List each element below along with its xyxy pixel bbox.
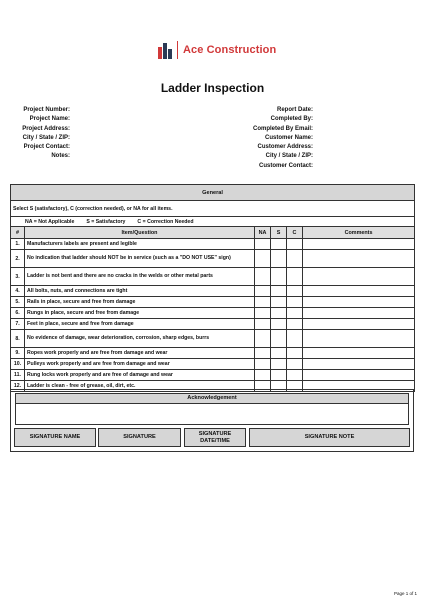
comments-cell[interactable]	[303, 250, 415, 268]
signature-datetime-field[interactable]	[184, 428, 246, 447]
checklist-row	[11, 319, 415, 330]
c-checkbox[interactable]	[287, 370, 303, 381]
page-number: Page 1 of 1	[393, 591, 417, 596]
item-number: 9.	[11, 348, 25, 359]
comments-cell[interactable]	[303, 348, 415, 359]
c-checkbox[interactable]	[287, 359, 303, 370]
acknowledgement-heading: Acknowledgement	[15, 393, 409, 404]
comments-cell[interactable]	[303, 286, 415, 297]
col-header-na: NA	[255, 227, 271, 239]
item-question: Ropes work properly and are free from damage and wear	[25, 348, 255, 359]
comments-cell[interactable]	[303, 370, 415, 381]
c-checkbox[interactable]	[287, 330, 303, 348]
project-number-label: Project Number:	[23, 107, 70, 113]
na-checkbox[interactable]	[255, 330, 271, 348]
s-checkbox[interactable]	[271, 268, 287, 286]
s-checkbox[interactable]	[271, 297, 287, 308]
s-checkbox[interactable]	[271, 319, 287, 330]
comments-cell[interactable]	[303, 319, 415, 330]
project-info-labels	[20, 106, 70, 162]
comments-cell[interactable]	[303, 330, 415, 348]
report-date-label: Report Date:	[276, 107, 313, 113]
comments-cell[interactable]	[303, 297, 415, 308]
project-address-label: Project Address:	[22, 125, 70, 132]
checklist-row	[11, 308, 415, 319]
project-name-label: Project Name:	[29, 116, 70, 123]
na-checkbox[interactable]	[255, 370, 271, 381]
col-header-comments: Comments	[303, 227, 415, 239]
item-question: Ladder is clean - free of grease, oil, dirt, etc.	[25, 381, 255, 392]
checklist-row	[11, 268, 415, 286]
general-instructions: Select S (satisfactory), C (correction needed), or NA for all items.	[11, 201, 415, 217]
legend-c: C = Correction Needed	[137, 218, 194, 225]
s-checkbox[interactable]	[271, 286, 287, 297]
comments-cell[interactable]	[303, 359, 415, 370]
signature-date-line2: DATE/TIME	[200, 437, 230, 444]
na-checkbox[interactable]	[255, 239, 271, 250]
completed-by-email-label: Completed By Email:	[252, 125, 313, 132]
legend-na: NA = Not Applicable	[25, 218, 75, 225]
checklist-row	[11, 330, 415, 348]
item-question: Rung locks work properly and are free of damage and wear	[25, 370, 255, 381]
checklist-row	[11, 348, 415, 359]
logo-divider	[177, 41, 178, 59]
na-checkbox[interactable]	[255, 286, 271, 297]
customer-name-label: Customer Name:	[264, 134, 313, 141]
s-checkbox[interactable]	[271, 359, 287, 370]
c-checkbox[interactable]	[287, 286, 303, 297]
na-checkbox[interactable]	[255, 297, 271, 308]
s-checkbox[interactable]	[271, 348, 287, 359]
item-number: 6.	[11, 308, 25, 319]
c-checkbox[interactable]	[287, 268, 303, 286]
building-logo-icon	[158, 41, 172, 59]
checklist-row	[11, 250, 415, 268]
col-header-s: S	[271, 227, 287, 239]
s-checkbox[interactable]	[271, 308, 287, 319]
na-checkbox[interactable]	[255, 308, 271, 319]
item-question: No evidence of damage, wear deterioration, corrosion, sharp edges, burrs	[25, 330, 255, 348]
comments-cell[interactable]	[303, 239, 415, 250]
comments-cell[interactable]	[303, 268, 415, 286]
project-contact-label: Project Contact:	[23, 144, 70, 151]
col-header-c: C	[287, 227, 303, 239]
item-question: Rungs in place, secure and free from damage	[25, 308, 255, 319]
signature-date-line1: SIGNATURE	[198, 431, 232, 438]
acknowledgement-text-box[interactable]	[15, 404, 409, 425]
col-header-item: Item/Question	[25, 227, 255, 239]
general-section-heading: General	[11, 185, 415, 201]
s-checkbox[interactable]	[271, 370, 287, 381]
s-checkbox[interactable]	[271, 330, 287, 348]
item-number: 8.	[11, 330, 25, 348]
customer-contact-label: Customer Contact:	[258, 162, 313, 169]
item-number: 5.	[11, 297, 25, 308]
c-checkbox[interactable]	[287, 297, 303, 308]
comments-cell[interactable]	[303, 308, 415, 319]
na-checkbox[interactable]	[255, 250, 271, 268]
item-number: 7.	[11, 319, 25, 330]
na-checkbox[interactable]	[255, 359, 271, 370]
general-checklist-table	[10, 184, 415, 392]
c-checkbox[interactable]	[287, 239, 303, 250]
report-info-labels	[230, 106, 313, 171]
signature-name-field[interactable]: SIGNATURE NAME	[14, 428, 96, 447]
company-logo	[158, 38, 276, 62]
checklist-row	[11, 359, 415, 370]
c-checkbox[interactable]	[287, 348, 303, 359]
signature-note-field[interactable]: SIGNATURE NOTE	[249, 428, 410, 447]
item-question: Ladder is not bent and there are no cracks in the welds or other metal parts	[25, 268, 255, 286]
na-checkbox[interactable]	[255, 348, 271, 359]
customer-city-label: City / State / ZIP:	[265, 153, 313, 160]
item-number: 2.	[11, 250, 25, 268]
s-checkbox[interactable]	[271, 239, 287, 250]
item-question: All bolts, nuts, and connections are tight	[25, 286, 255, 297]
c-checkbox[interactable]	[287, 319, 303, 330]
c-checkbox[interactable]	[287, 250, 303, 268]
item-number: 4.	[11, 286, 25, 297]
item-question: Pulleys work properly and are free from damage and wear	[25, 359, 255, 370]
company-name: Ace Construction	[183, 44, 277, 56]
item-question: Manufacturers labels are present and legible	[25, 239, 255, 250]
project-city-label: City / State / ZIP:	[22, 134, 70, 141]
col-header-number: #	[11, 227, 25, 239]
rating-legend	[11, 217, 415, 227]
signature-field[interactable]: SIGNATURE	[98, 428, 181, 447]
item-question: No indication that ladder should NOT be in service (such as a "DO NOT USE" sign)	[25, 250, 255, 268]
checklist-row	[11, 239, 415, 250]
item-number: 11.	[11, 370, 25, 381]
legend-s: S = Satisfactory	[86, 218, 126, 225]
notes-label: Notes:	[51, 153, 70, 160]
checklist-row	[11, 297, 415, 308]
na-checkbox[interactable]	[255, 268, 271, 286]
checklist-row	[11, 286, 415, 297]
item-number: 12.	[11, 381, 25, 392]
item-number: 3.	[11, 268, 25, 286]
customer-address-label: Customer Address:	[257, 144, 313, 151]
checklist-row	[11, 370, 415, 381]
s-checkbox[interactable]	[271, 250, 287, 268]
completed-by-label: Completed By:	[270, 116, 313, 123]
c-checkbox[interactable]	[287, 308, 303, 319]
item-question: Rails in place, secure and free from damage	[25, 297, 255, 308]
page-title: Ladder Inspection	[160, 81, 265, 95]
na-checkbox[interactable]	[255, 319, 271, 330]
item-number: 1.	[11, 239, 25, 250]
item-number: 10.	[11, 359, 25, 370]
item-question: Feet in place, secure and free from damage	[25, 319, 255, 330]
